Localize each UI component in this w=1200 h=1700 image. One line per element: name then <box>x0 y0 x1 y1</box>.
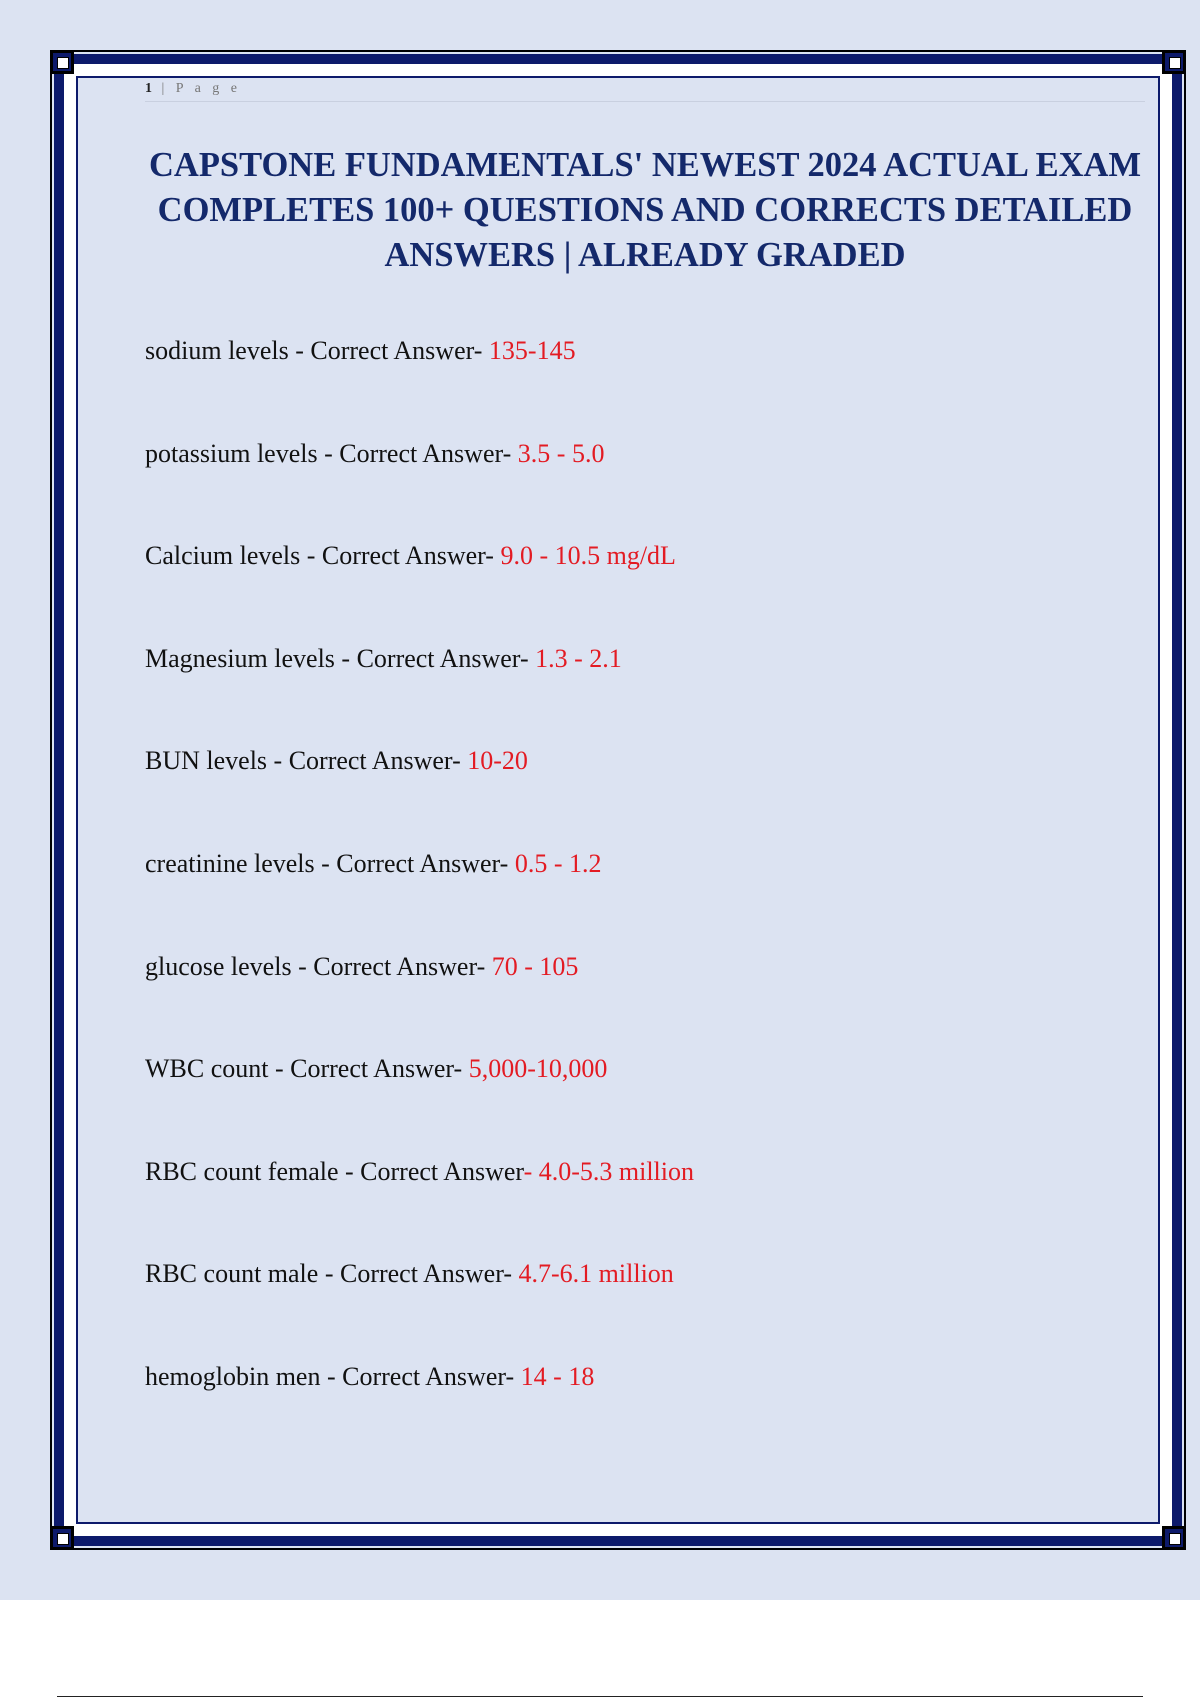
qa-item <box>145 850 1145 953</box>
corner-ornament-icon <box>1162 50 1186 74</box>
question-text: BUN levels - Correct Answer- <box>145 746 468 776</box>
page-label: | P a g e <box>161 81 241 96</box>
answer-text: 3.5 - 5.0 <box>517 438 605 468</box>
answer-text: - 4.0-5.3 million <box>523 1156 694 1186</box>
question-text: potassium levels - Correct Answer- <box>145 438 518 468</box>
answer-text: 5,000-10,000 <box>468 1054 608 1084</box>
answer-text: 135-145 <box>488 336 576 365</box>
question-text: RBC count female - Correct Answer <box>145 1156 524 1186</box>
answer-text: 10-20 <box>467 746 528 776</box>
question-text: WBC count - Correct Answer- <box>145 1054 469 1084</box>
question-text: creatinine levels - Correct Answer- <box>145 848 515 878</box>
question-text: Magnesium levels - Correct Answer- <box>145 643 536 673</box>
answer-text: 0.5 - 1.2 <box>514 848 602 878</box>
qa-item <box>145 747 1145 850</box>
question-text: sodium levels - Correct Answer- <box>145 336 489 365</box>
question-answer-list <box>145 337 1145 1466</box>
question-text: glucose levels - Correct Answer- <box>145 951 492 981</box>
qa-item <box>145 1260 1145 1363</box>
qa-item <box>145 440 1145 543</box>
answer-text: 1.3 - 2.1 <box>535 643 622 673</box>
document-title: CAPSTONE FUNDAMENTALS' NEWEST 2024 ACTUAL EXAM COMPLETES 100+ QUESTIONS AND CORRECTS DETAILED ANSWERS | ALREADY GRADED <box>148 146 1142 274</box>
qa-item <box>145 953 1145 1056</box>
answer-text: 14 - 18 <box>520 1361 595 1391</box>
header-divider <box>145 101 1145 102</box>
qa-item <box>145 645 1145 748</box>
qa-item <box>145 1055 1145 1158</box>
next-page-rule <box>57 1696 1143 1697</box>
corner-ornament-icon <box>50 1526 74 1550</box>
page-number-header <box>145 81 241 97</box>
question-text: RBC count male - Correct Answer- <box>145 1259 519 1289</box>
question-text: hemoglobin men - Correct Answer- <box>145 1361 521 1391</box>
qa-item <box>145 542 1145 645</box>
answer-text: 9.0 - 10.5 mg/dL <box>500 541 676 571</box>
qa-item <box>145 337 1145 440</box>
corner-ornament-icon <box>50 50 74 74</box>
document-page <box>87 81 1149 1513</box>
qa-item <box>145 1158 1145 1261</box>
question-text: Calcium levels - Correct Answer- <box>145 541 501 571</box>
corner-ornament-icon <box>1162 1526 1186 1550</box>
answer-text: 4.7-6.1 million <box>518 1259 674 1289</box>
answer-text: 70 - 105 <box>491 951 579 981</box>
page-number: 1 <box>145 81 154 96</box>
qa-item <box>145 1363 1145 1466</box>
